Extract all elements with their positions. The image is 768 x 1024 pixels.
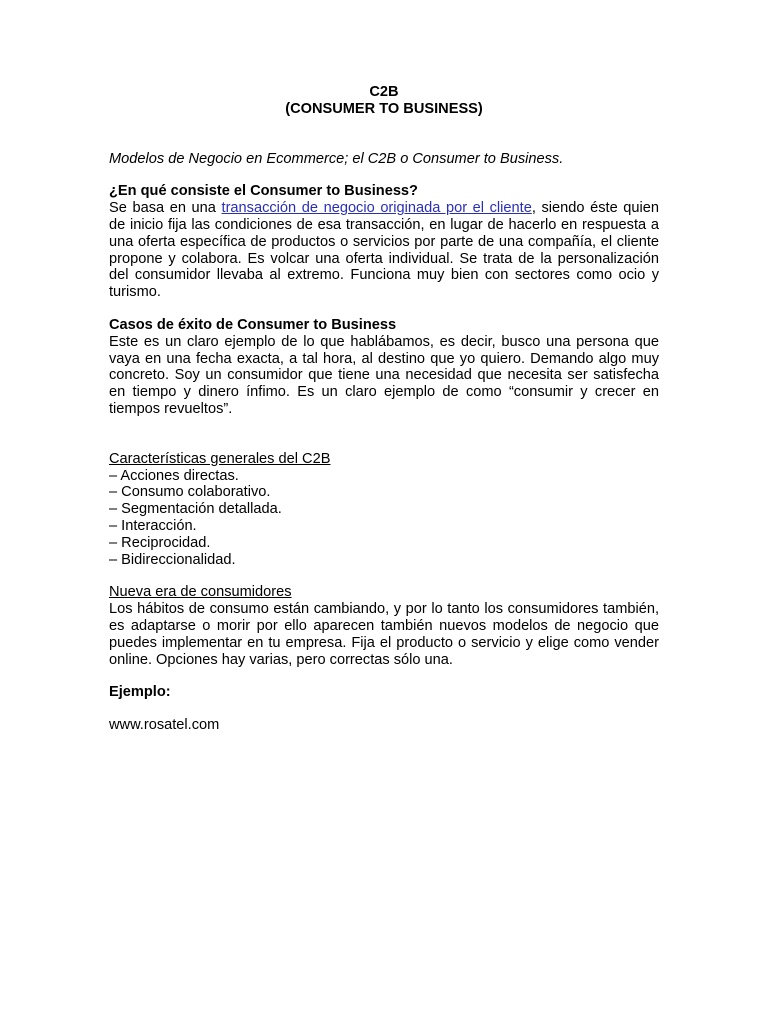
section-new-consumers-text: Los hábitos de consumo están cambiando, y por lo tanto los consumidores también, es adaptarse o morir por ello aparecen también nuevos modelos de negocio que puedes implementar en tu empresa. Fija el producto o servicio y elige como vender online. Opciones hay varias, pero correctas sólo una.	[109, 601, 659, 668]
list-item: – Interacción.	[109, 517, 197, 534]
document-subtitle: (CONSUMER TO BUSINESS)	[285, 100, 483, 117]
section-characteristics-heading: Características generales del C2B	[109, 450, 331, 467]
list-item: – Reciprocidad.	[109, 534, 211, 551]
list-item: – Segmentación detallada.	[109, 501, 282, 518]
document-title: C2B	[369, 84, 399, 100]
list-item: – Bidireccionalidad.	[109, 551, 236, 568]
list-item: – Consumo colaborativo.	[109, 484, 271, 501]
list-item: – Acciones directas.	[109, 467, 239, 484]
section-success-cases	[109, 317, 659, 418]
section-new-consumers-heading: Nueva era de consumidores	[109, 584, 292, 601]
transaction-link[interactable]: transacción de negocio originada por el cliente	[221, 200, 532, 217]
document-page	[109, 84, 659, 734]
section-example	[109, 684, 659, 734]
definition-text-start: Se basa en una	[109, 200, 222, 217]
section-new-consumers	[109, 584, 659, 668]
section-definition-heading: ¿En qué consiste el Consumer to Business?	[109, 183, 418, 200]
characteristics-list	[109, 468, 659, 569]
section-success-heading: Casos de éxito de Consumer to Business	[109, 316, 397, 333]
section-definition-text	[109, 200, 659, 301]
definition-text-end: , siendo éste quien de inicio fija las condiciones de esa transacción, en lugar de hacerlo en respuesta a una oferta específica de productos o servicios por parte de una compañía, el cliente propone y colabora. Es volcar una oferta individual. Se trata de la personalización del consumidor llevaba al extremo. Funciona muy bien con sectores como ocio y turismo.	[109, 200, 660, 301]
example-url: www.rosatel.com	[109, 717, 220, 734]
intro-text: Modelos de Negocio en Ecommerce; el C2B o Consumer to Business.	[109, 150, 564, 167]
section-characteristics	[109, 451, 659, 569]
section-example-heading: Ejemplo:	[109, 684, 171, 701]
section-definition	[109, 183, 659, 301]
section-success-text: Este es un claro ejemplo de lo que hablábamos, es decir, busco una persona que vaya en una fecha exacta, a tal hora, al destino que yo quiero. Demando algo muy concreto. Soy un consumidor que tiene una necesidad que necesita ser satisfecha en tiempo y dinero ínfimo. Es un claro ejemplo de como “consumir y crecer en tiempos revueltos”.	[109, 333, 659, 417]
